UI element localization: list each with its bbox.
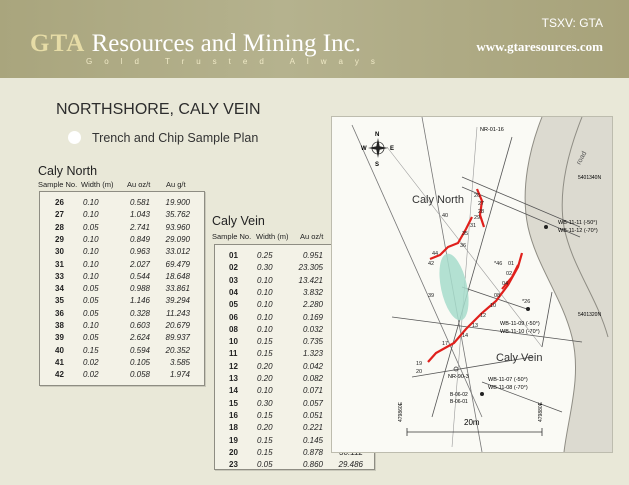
au-oz-t-cell: 0.603 (129, 321, 150, 330)
au-g-t-cell: 33.861 (165, 284, 190, 294)
svg-text:29: 29 (474, 215, 481, 221)
caly-north-table (39, 191, 205, 386)
au-oz-t-cell: 0.860 (302, 460, 323, 470)
caly-north-col-auoz: Au oz/t (127, 180, 151, 189)
width-m-cell: 0.15 (257, 447, 273, 457)
sample-no-cell: 04 (229, 287, 238, 297)
width-m-cell: 0.10 (257, 324, 273, 334)
caly-north-col-width: Width (m) (81, 180, 114, 189)
au-oz-t-cell: 0.878 (302, 447, 323, 457)
sample-no-cell: 38 (55, 321, 64, 330)
website-link[interactable]: www.gtaresources.com (476, 39, 603, 54)
width-m-cell: 0.15 (257, 410, 273, 420)
width-m-cell: 0.25 (257, 251, 273, 260)
au-oz-t-cell: 0.581 (129, 198, 150, 207)
width-m-cell: 0.10 (257, 386, 273, 396)
drill-collar (526, 307, 530, 311)
label-caly-vein: Caly Vein (496, 352, 543, 364)
width-m-cell: 0.05 (83, 296, 99, 306)
svg-text:42: 42 (428, 261, 435, 267)
au-oz-t-cell: 2.280 (302, 300, 323, 310)
table-row (40, 358, 204, 371)
caly-north-title: Caly North (38, 164, 98, 178)
au-g-t-cell: 19.900 (165, 198, 190, 207)
svg-text:39: 39 (428, 293, 435, 299)
caly-vein-col-width: Width (m) (256, 232, 289, 241)
width-m-cell: 0.10 (83, 234, 99, 244)
width-m-cell: 0.05 (83, 222, 99, 232)
svg-text:27: 27 (478, 201, 485, 207)
au-g-t-cell: 89.937 (165, 333, 190, 343)
sample-no-cell: 08 (229, 324, 238, 334)
table-row (40, 198, 204, 211)
au-g-t-cell: 93.960 (165, 222, 190, 232)
svg-text:*46: *46 (494, 261, 503, 267)
compass-n: N (375, 132, 380, 138)
company-name: Resources and Mining Inc. (91, 30, 361, 57)
svg-text:13: 13 (472, 323, 479, 329)
width-m-cell: 0.10 (83, 259, 99, 269)
au-oz-t-cell: 2.741 (129, 222, 150, 232)
table-row (40, 272, 204, 285)
width-m-cell: 0.02 (83, 370, 99, 380)
sample-no-cell: 42 (55, 370, 64, 380)
width-m-cell: 0.10 (83, 271, 99, 281)
sample-no-cell: 15 (229, 398, 238, 408)
pond (434, 251, 474, 323)
au-oz-t-cell: 0.849 (129, 234, 150, 244)
compass-s: S (375, 162, 380, 168)
au-oz-t-cell: 0.057 (302, 398, 323, 408)
au-g-t-cell: 39.294 (165, 296, 190, 306)
grid-north-2: 5401320N (578, 312, 602, 318)
table-row (40, 284, 204, 297)
au-oz-t-cell: 0.328 (129, 308, 150, 318)
width-m-cell: 0.02 (83, 357, 99, 367)
svg-text:08: 08 (494, 293, 501, 299)
au-g-t-cell: 20.352 (165, 345, 190, 355)
svg-text:04: 04 (502, 281, 509, 287)
drill-collar (454, 367, 458, 371)
drill-trace (392, 317, 582, 342)
svg-text:10: 10 (490, 303, 497, 309)
sample-no-cell: 41 (55, 357, 64, 367)
drill-wb1107: WB-11-07 (-50°) (488, 377, 528, 383)
width-m-cell: 0.05 (83, 333, 99, 343)
sample-no-cell: 16 (229, 410, 238, 420)
au-oz-t-cell: 0.071 (302, 386, 323, 396)
sample-no-cell: 10 (229, 337, 238, 347)
width-m-cell: 0.10 (257, 300, 273, 310)
au-g-t-cell: 20.679 (165, 321, 190, 330)
svg-text:26: 26 (474, 193, 481, 199)
au-oz-t-cell: 0.594 (129, 345, 150, 355)
width-m-cell: 0.05 (83, 308, 99, 318)
width-m-cell: 0.10 (257, 312, 273, 322)
drill-collar (544, 225, 548, 229)
drill-wb1109: WB-11-09 (-50°) (500, 321, 540, 327)
width-m-cell: 0.15 (257, 349, 273, 359)
table-row (215, 460, 374, 473)
drill-nr0116: NR-01-16 (480, 127, 504, 133)
au-oz-t-cell: 0.145 (302, 435, 323, 445)
table-row (40, 223, 204, 236)
width-m-cell: 0.20 (257, 423, 273, 433)
svg-text:44: 44 (432, 251, 439, 257)
ticker: TSXV: GTA (541, 16, 603, 30)
bullet-icon (68, 131, 81, 144)
au-g-t-cell: 29.090 (165, 234, 190, 244)
au-oz-t-cell: 0.963 (129, 247, 150, 257)
au-oz-t-cell: 23.305 (298, 263, 323, 273)
tagline: Gold Trusted Always (86, 57, 387, 66)
width-m-cell: 0.10 (257, 275, 273, 285)
sample-no-cell: 39 (55, 333, 64, 343)
page-title: NORTHSHORE, CALY VEIN (56, 101, 261, 118)
table-row (40, 296, 204, 309)
width-m-cell: 0.10 (83, 210, 99, 220)
table-row (40, 247, 204, 260)
company-logo (30, 30, 361, 58)
au-oz-t-cell: 0.042 (302, 361, 323, 371)
width-m-cell: 0.05 (83, 284, 99, 294)
sample-no-cell: 01 (229, 251, 238, 260)
sample-no-cell: 27 (55, 210, 64, 220)
au-g-t-cell: 11.243 (166, 308, 190, 318)
au-oz-t-cell: 1.146 (129, 296, 150, 306)
label-caly-north: Caly North (412, 194, 464, 206)
caly-vein-col-sample: Sample No. (212, 232, 252, 241)
width-m-cell: 0.15 (257, 435, 273, 445)
au-oz-t-cell: 0.032 (302, 324, 323, 334)
sample-no-cell: 40 (55, 345, 64, 355)
svg-text:17: 17 (442, 341, 449, 347)
au-g-t-cell: 69.479 (165, 259, 190, 269)
sample-no-cell: 18 (229, 423, 238, 433)
au-g-t-cell: 35.762 (165, 210, 190, 220)
au-oz-t-cell: 3.832 (302, 287, 323, 297)
sample-no-cell: 14 (229, 386, 238, 396)
svg-text:02: 02 (506, 271, 513, 277)
table-row (40, 346, 204, 359)
au-g-t-cell: 1.974 (169, 370, 190, 380)
sample-no-cell: 26 (55, 198, 64, 207)
drill-trace (542, 292, 552, 347)
width-m-cell: 0.10 (83, 321, 99, 330)
table-row (40, 333, 204, 346)
map-drawing (332, 117, 612, 452)
compass-e: E (390, 146, 395, 152)
svg-text:35: 35 (462, 231, 469, 237)
compass-w: W (361, 146, 367, 152)
sample-no-cell: 29 (55, 234, 64, 244)
grid-east-2: 479880E (538, 401, 544, 422)
au-oz-t-cell: 0.735 (302, 337, 323, 347)
width-m-cell: 0.20 (257, 374, 273, 383)
grid-north-1: 5401340N (578, 175, 602, 181)
table-row (40, 235, 204, 248)
drill-collar (480, 392, 484, 396)
table-row (40, 210, 204, 223)
road-band (525, 117, 612, 452)
au-g-t-cell: 3.585 (169, 357, 190, 367)
drill-b0602: B-06-02 (450, 392, 468, 398)
svg-text:28: 28 (478, 209, 485, 215)
table-row (40, 260, 204, 273)
sample-no-cell: 33 (55, 271, 64, 281)
au-g-t-cell: 18.648 (165, 271, 190, 281)
page-subtitle: Trench and Chip Sample Plan (92, 131, 259, 145)
svg-text:*26: *26 (522, 299, 531, 305)
drill-nr903: NR-90-3 (448, 374, 469, 380)
caly-vein-title: Caly Vein (212, 214, 265, 228)
logo-mark: GTA (30, 30, 86, 57)
sample-no-cell: 19 (229, 435, 238, 445)
sample-no-cell: 20 (229, 447, 238, 457)
drill-wb1111: WB-11-11 (-50°) (558, 220, 598, 226)
sample-no-cell: 02 (229, 263, 238, 273)
width-m-cell: 0.10 (83, 247, 99, 257)
sample-no-cell: 31 (55, 259, 64, 269)
au-oz-t-cell: 0.051 (302, 410, 323, 420)
sample-no-cell: 13 (229, 374, 238, 383)
au-oz-t-cell: 0.082 (302, 374, 323, 383)
compass-rose-icon (368, 138, 388, 158)
header-banner (0, 0, 629, 78)
grid-east-1: 479860E (398, 401, 404, 422)
width-m-cell: 0.15 (257, 337, 273, 347)
sample-no-cell: 05 (229, 300, 238, 310)
width-m-cell: 0.30 (257, 398, 273, 408)
au-oz-t-cell: 0.951 (302, 251, 323, 260)
svg-text:20: 20 (416, 369, 423, 375)
sample-no-cell: 23 (229, 460, 238, 470)
width-m-cell: 0.20 (257, 361, 273, 371)
au-oz-t-cell: 0.988 (129, 284, 150, 294)
width-m-cell: 0.10 (257, 287, 273, 297)
au-oz-t-cell: 0.058 (129, 370, 150, 380)
drill-wb1108: WB-11-08 (-70°) (488, 385, 528, 391)
caly-north-col-sample: Sample No. (38, 180, 78, 189)
width-m-cell: 0.10 (83, 198, 99, 207)
au-g-t-cell: 29.486 (338, 460, 363, 470)
au-oz-t-cell: 2.624 (129, 333, 150, 343)
table-row (40, 321, 204, 334)
scale-label: 20m (464, 418, 480, 427)
sample-no-cell: 30 (55, 247, 64, 257)
svg-text:31: 31 (470, 223, 477, 229)
au-oz-t-cell: 0.544 (129, 271, 150, 281)
drill-wb1110: WB-11-10 (-70°) (500, 329, 540, 335)
sample-no-cell: 06 (229, 312, 238, 322)
width-m-cell: 0.30 (257, 263, 273, 273)
au-oz-t-cell: 2.027 (129, 259, 150, 269)
drill-wb1112: WB-11-12 (-70°) (558, 228, 598, 234)
trench-sample-map (331, 116, 613, 453)
sample-labels (416, 193, 530, 375)
svg-text:12: 12 (480, 313, 487, 319)
sample-no-cell: 03 (229, 275, 238, 285)
width-m-cell: 0.05 (257, 460, 273, 470)
svg-text:14: 14 (462, 333, 469, 339)
sample-no-cell: 34 (55, 284, 64, 294)
sample-no-cell: 11 (229, 349, 238, 359)
sample-no-cell: 28 (55, 222, 64, 232)
au-oz-t-cell: 0.169 (302, 312, 323, 322)
au-oz-t-cell: 1.323 (302, 349, 323, 359)
sample-no-cell: 12 (229, 361, 238, 371)
au-oz-t-cell: 13.421 (298, 275, 323, 285)
sample-no-cell: 36 (55, 308, 64, 318)
au-oz-t-cell: 0.221 (302, 423, 323, 433)
au-g-t-cell: 33.012 (165, 247, 190, 257)
svg-text:40: 40 (442, 213, 449, 219)
svg-text:19: 19 (416, 361, 423, 367)
svg-text:01: 01 (508, 261, 515, 267)
road-label: road (575, 150, 589, 166)
sample-no-cell: 35 (55, 296, 64, 306)
caly-vein-col-auoz: Au oz/t (300, 232, 324, 241)
caly-north-col-aug: Au g/t (166, 180, 186, 189)
drill-b0601: B-06-01 (450, 399, 468, 405)
au-oz-t-cell: 0.105 (129, 357, 150, 367)
svg-text:36: 36 (460, 243, 467, 249)
table-row (40, 309, 204, 322)
au-oz-t-cell: 1.043 (129, 210, 150, 220)
width-m-cell: 0.15 (83, 345, 99, 355)
table-row (40, 370, 204, 383)
